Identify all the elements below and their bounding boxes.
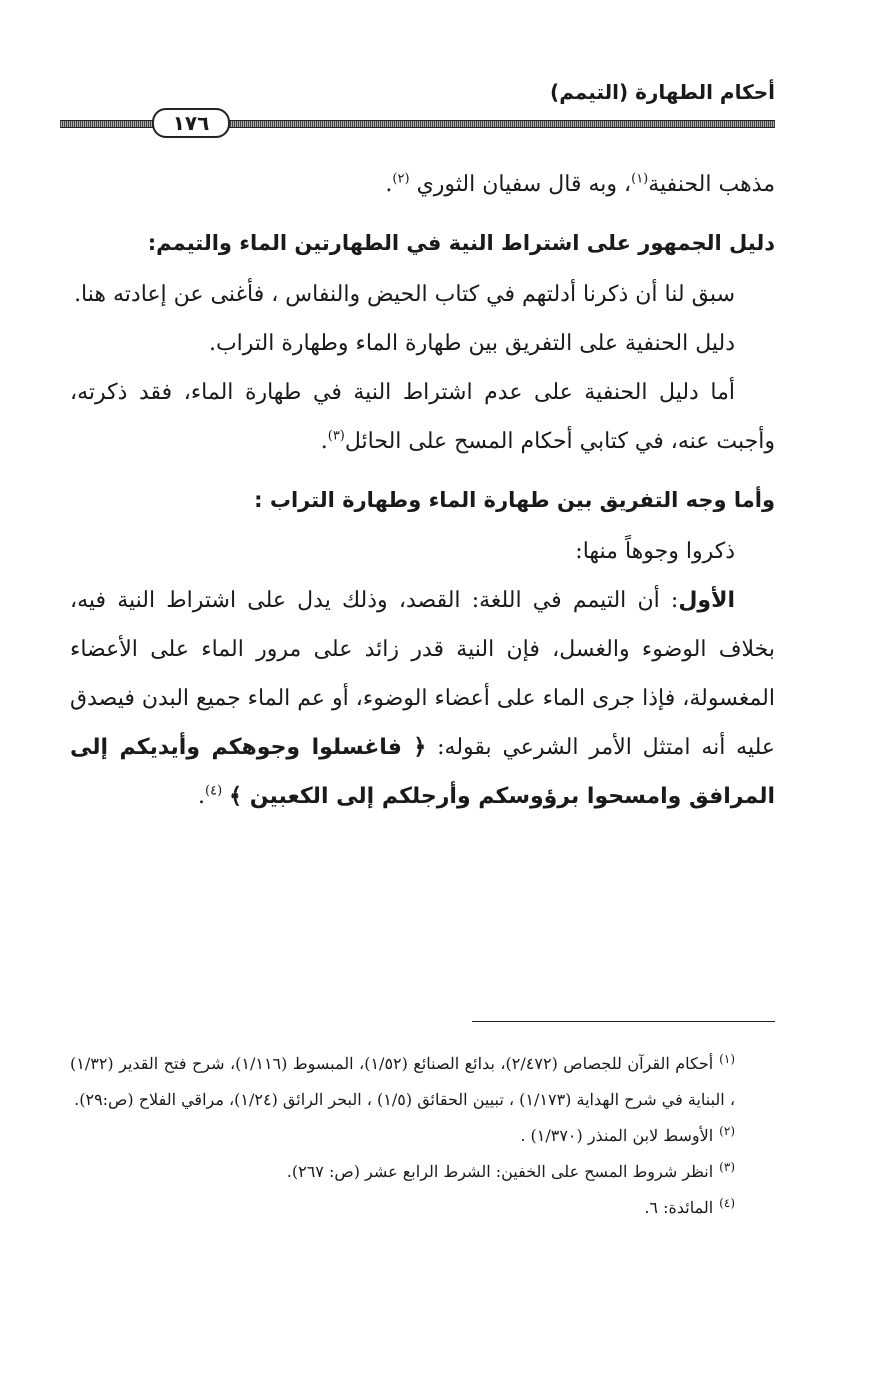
paragraph: دليل الحنفية على التفريق بين طهارة الماء وطهارة التراب. (208, 331, 735, 356)
footnote: $^{(٤)}$المائدة: ٦. (644, 1195, 735, 1217)
footnote-ref[interactable]: (٢) (392, 171, 410, 187)
paragraph: مذهب الحنفية$^{(١)}$، وبه قال سفيان الثوري $^{(٢)}$. (385, 171, 775, 197)
footnote: $^{(١)}$أحكام القرآن للجصاص (٢/٤٧٢)، بدائع الصنائع (١/٥٢)، المبسوط (١/١١٦)، شرح فتح القدير (١/٣٢) ، البناية في شرح الهداية (١/١٧٣) ، تبيين الحقائق (١/٥) ، البحر الرائق (١/٢٤)، مراقي الفلاح (ص:٢٩). (70, 1051, 735, 1109)
footnote-ref[interactable]: (٣) (327, 428, 345, 444)
footnote-ref[interactable]: (١) (631, 171, 649, 187)
page-number: ١٧٦ (152, 108, 230, 138)
footnote-number: (٢) (719, 1123, 735, 1138)
footnote-number: (٣) (719, 1159, 735, 1174)
footnote-separator (472, 1021, 775, 1022)
section-heading: دليل الجمهور على اشتراط النية في الطهارتين الماء والتيمم: (147, 231, 775, 255)
page-header (60, 80, 775, 142)
main-text (70, 160, 775, 821)
point-label: الأول (678, 588, 735, 613)
paragraph: أما دليل الحنفية على عدم اشتراط النية في طهارة الماء، فقد ذكرته، وأجبت عنه، في كتابي أحكام المسح على الحائل$^{(٣)}$. (70, 380, 775, 454)
footnote-ref[interactable]: (٤) (205, 783, 223, 799)
quran-verse: ﴿ فاغسلوا وجوهكم وأيديكم إلى المرافق وامسحوا برؤوسكم وأرجلكم إلى الكعبين ﴾ (70, 735, 775, 809)
footnote-number: (٤) (719, 1195, 735, 1210)
paragraph: سبق لنا أن ذكرنا أدلتهم في كتاب الحيض والنفاس ، فأغنى عن إعادته هنا. (74, 282, 735, 307)
section-heading: وأما وجه التفريق بين طهارة الماء وطهارة التراب : (254, 488, 775, 512)
footnotes (70, 1046, 775, 1226)
paragraph: الأول: أن التيمم في اللغة: القصد، وذلك يدل على اشتراط النية فيه، بخلاف الوضوء والغسل، فإن النية قدر زائد على مرور الماء على الأعضاء المغسولة، فإذا جرى الماء على أعضاء الوضوء، أو عم الماء جميع البدن فيصدق عليه أنه امتثل الأمر الشرعي بقوله: ﴿ فاغسلوا وجوهكم وأيديكم إلى المرافق وامسحوا برؤوسكم وأرجلكم إلى الكعبين ﴾ $^{(٤)}$. (70, 588, 775, 809)
footnote: $^{(٢)}$الأوسط لابن المنذر (١/٣٧٠) . (520, 1123, 735, 1145)
paragraph: ذكروا وجوهاً منها: (575, 539, 735, 564)
footnote-number: (١) (719, 1051, 735, 1066)
footnote: $^{(٣)}$انظر شروط المسح على الخفين: الشرط الرابع عشر (ص: ٢٦٧). (286, 1159, 735, 1181)
running-title: أحكام الطهارة (التيمم) (550, 80, 775, 104)
